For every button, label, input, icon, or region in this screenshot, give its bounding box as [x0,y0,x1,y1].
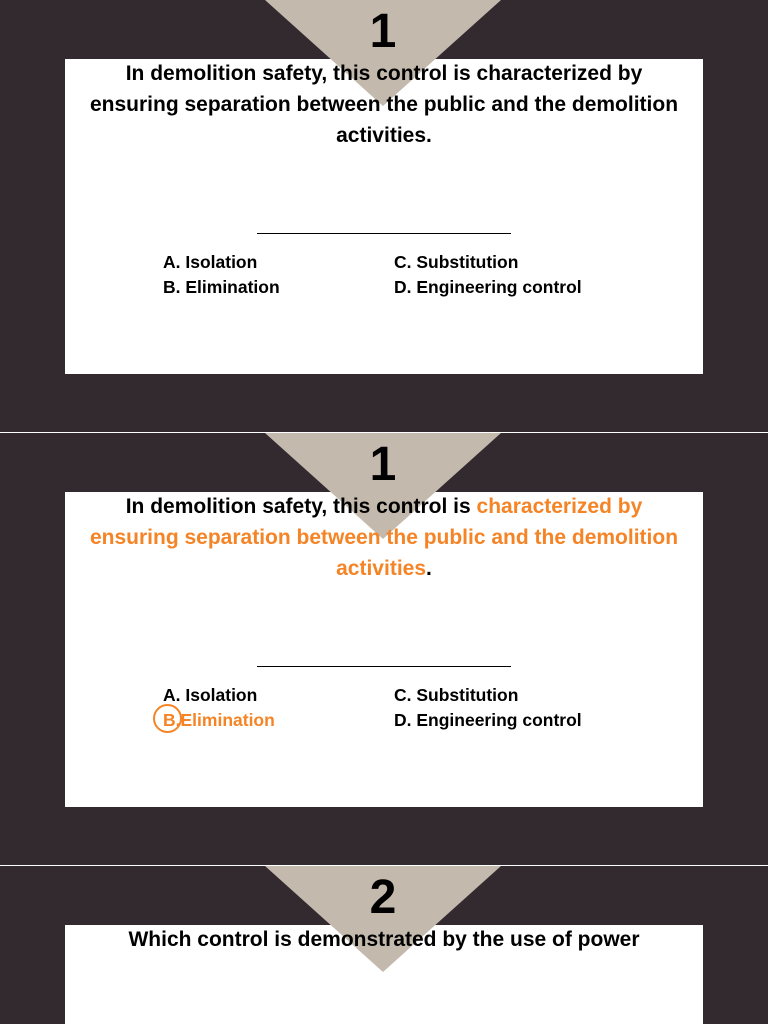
option-d[interactable]: D. Engineering control [394,277,582,297]
option-a[interactable]: A. Isolation [163,252,258,272]
answer-circle-icon [153,704,182,733]
question-plain: In demolition safety, this control is [125,495,477,518]
question-text: Which control is demonstrated by the use of power [128,928,640,951]
answer-letter [163,709,181,731]
option-a[interactable]: A. Isolation [163,685,258,705]
option-c[interactable]: C. Substitution [394,685,519,705]
question-number: 1 [369,5,397,58]
option-c[interactable]: C. Substitution [394,252,519,272]
question-text: In demolition safety, this control is characterized by ensuring separation between the public and the demolition activities. [89,62,679,147]
question-end: . [426,557,432,580]
answer-text: Elimination [180,710,275,730]
question-highlight: characterized by ensuring separation between the public and the demolition activities [89,495,679,580]
slide-answer-1 [0,433,768,865]
slide-question-2 [0,866,768,1024]
slide-question-1 [0,0,768,432]
answer-letter-text: B. [163,710,181,730]
divider [257,233,511,234]
option-d[interactable]: D. Engineering control [394,710,582,730]
question-text [85,491,683,584]
option-b[interactable]: B. Elimination [163,277,280,297]
divider [257,666,511,667]
option-b-correct[interactable] [163,709,275,731]
question-number: 1 [369,438,397,491]
question-number: 2 [369,871,397,924]
